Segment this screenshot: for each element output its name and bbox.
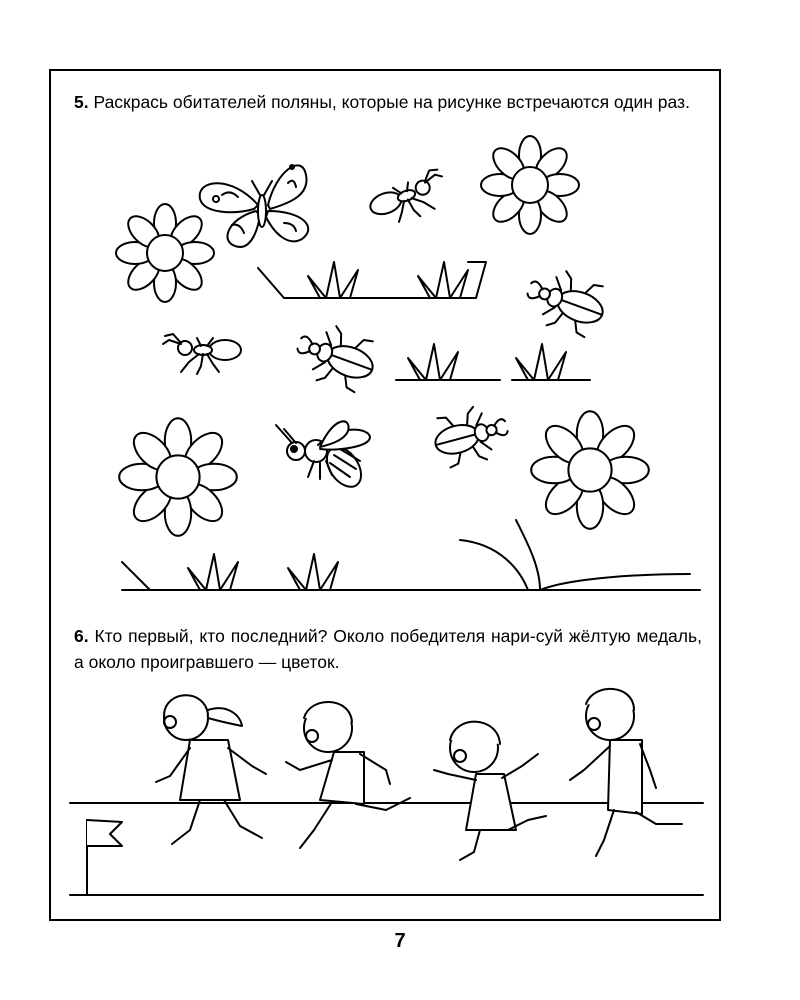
task-5-text: Раскрась обитателей поляны, которые на рисунке встречаются один раз. xyxy=(93,92,690,112)
grass xyxy=(418,262,468,298)
girl-runner-figure xyxy=(156,695,266,844)
task-6-text: Кто первый, кто последний? Около победителя нари-суй жёлтую медаль, а около проигравшего — цветок. xyxy=(74,626,702,672)
ant-icon xyxy=(365,167,452,231)
page-number: 7 xyxy=(394,930,406,952)
grass xyxy=(288,554,338,590)
boy-runner-figure xyxy=(286,702,410,848)
grass xyxy=(188,554,238,590)
grass xyxy=(122,562,150,590)
butterfly-icon xyxy=(200,165,309,247)
finish-flag-icon xyxy=(87,820,122,895)
grass xyxy=(460,520,690,590)
beetle-icon xyxy=(429,400,514,471)
bee-icon xyxy=(276,421,370,493)
grass xyxy=(308,262,358,298)
flower-icon xyxy=(119,418,237,536)
grass xyxy=(516,344,566,380)
flower-icon xyxy=(116,204,214,302)
grass xyxy=(258,262,486,298)
boy-runner-figure xyxy=(570,689,682,856)
flower-icon xyxy=(481,136,579,234)
beetle-icon xyxy=(519,261,611,342)
beetle-icon xyxy=(289,316,381,397)
flower-icon xyxy=(531,411,649,529)
ant-icon xyxy=(163,334,241,374)
girl-runner-figure xyxy=(434,722,546,860)
task-6-number: 6. xyxy=(74,626,89,646)
task-5-number: 5. xyxy=(74,92,89,112)
grass xyxy=(408,344,458,380)
